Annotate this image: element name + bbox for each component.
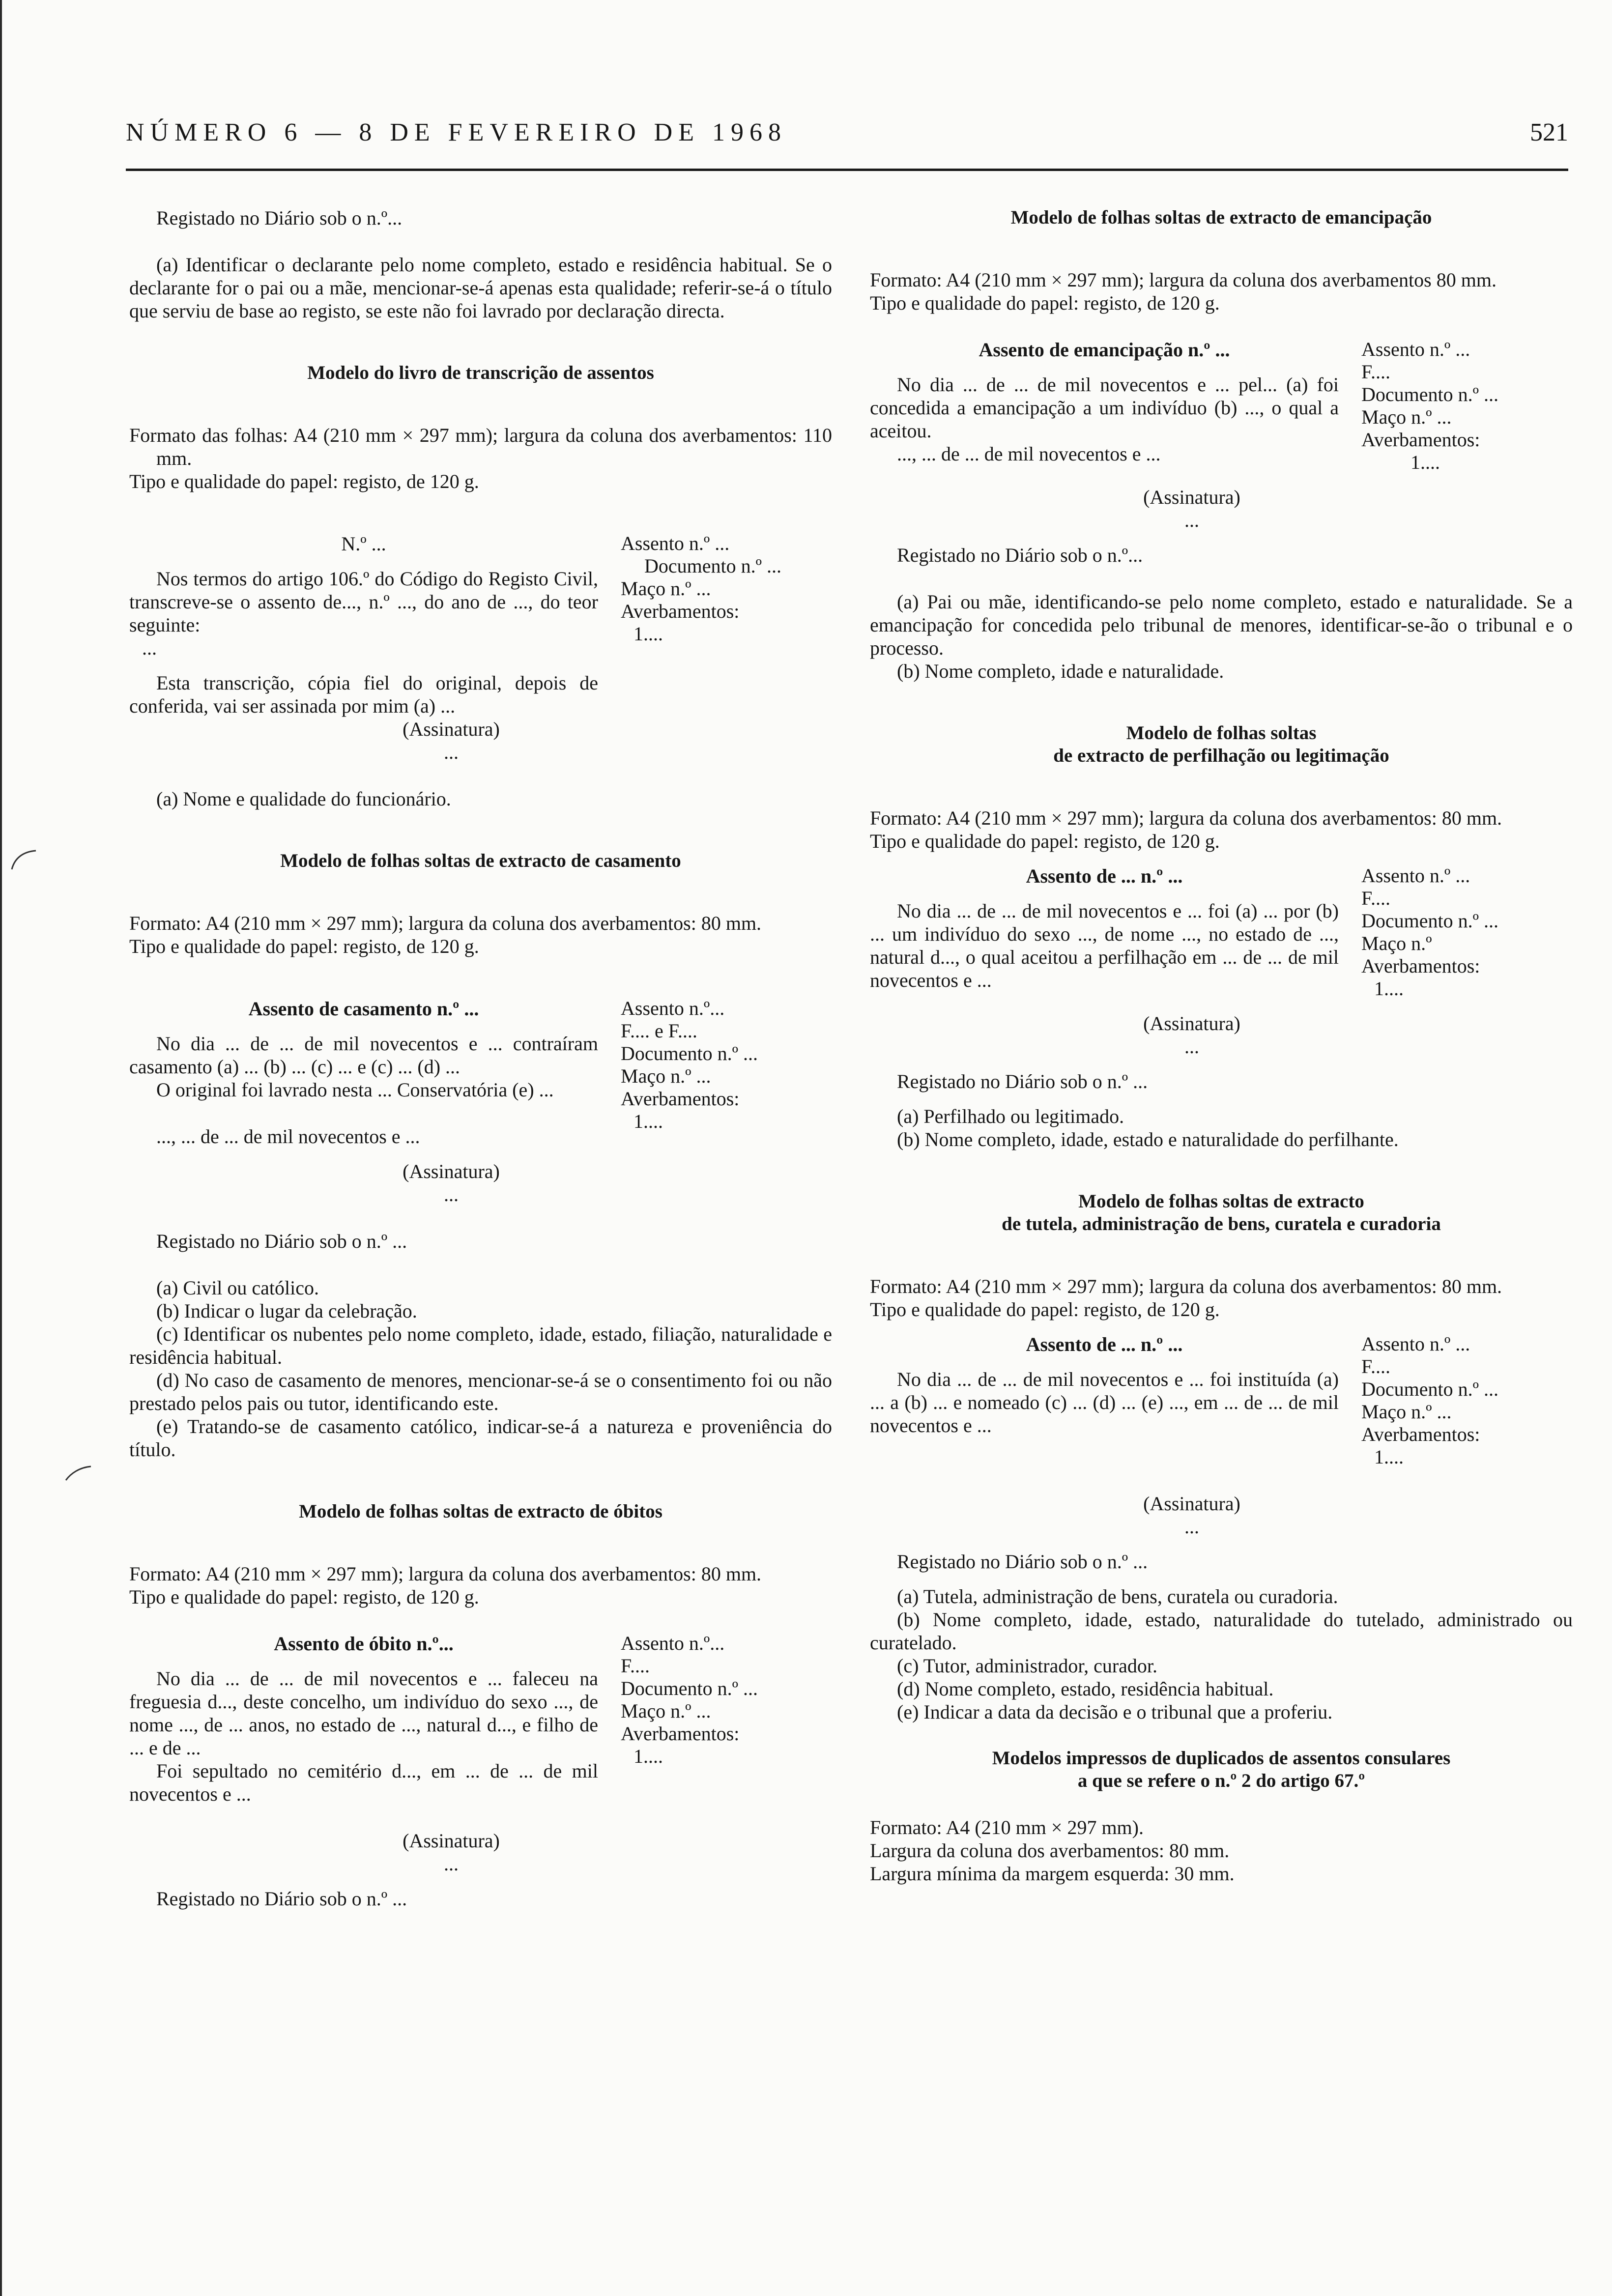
side-line: Averbamentos: bbox=[1361, 1423, 1480, 1445]
entry-dots: ... bbox=[142, 637, 157, 659]
side-line: Assento n.º ... bbox=[1361, 864, 1470, 887]
footnote: (d) Nome completo, estado, residência habitual. bbox=[897, 1678, 1274, 1700]
formato-line: Formato: A4 (210 mm × 297 mm); largura da coluna dos averbamentos: 80 mm. bbox=[870, 807, 1502, 829]
footnote: (b) Nome completo, idade e naturalidade. bbox=[897, 660, 1224, 682]
tipo-line: Tipo e qualidade do papel: registo, de 120 g. bbox=[870, 830, 1220, 852]
signature-dots: ... bbox=[1184, 509, 1199, 531]
entry-block bbox=[129, 997, 832, 1148]
side-line: Averbamentos: bbox=[621, 1722, 740, 1745]
entry-block bbox=[129, 1632, 832, 1806]
side-line: Assento n.º... bbox=[621, 997, 725, 1019]
section-heading: a que se refere o n.º 2 do artigo 67.º bbox=[1077, 1770, 1365, 1791]
side-line: Maço n.º ... bbox=[621, 1700, 711, 1722]
entry-body: No dia ... de ... de mil novecentos e ... faleceu na freguesia d..., deste concelho, um indivíduo do sexo ..., de nome ..., de ... anos, no estado de ..., natural d..., e filho de ... e de ... bbox=[129, 1667, 598, 1759]
side-line: Maço n.º ... bbox=[621, 1065, 711, 1087]
tipo-line: Tipo e qualidade do papel: registo, de 120 g. bbox=[870, 292, 1220, 314]
section-perfilhacao bbox=[870, 722, 1573, 1151]
signature-label: (Assinatura) bbox=[1143, 1012, 1240, 1034]
tipo-line: Tipo e qualidade do papel: registo, de 120 g. bbox=[129, 1586, 479, 1608]
section-heading: Modelo de folhas soltas de extracto de casamento bbox=[280, 850, 681, 871]
side-line: Documento n.º ... bbox=[621, 1677, 758, 1699]
entry-date: ..., ... de ... de mil novecentos e ... bbox=[897, 443, 1161, 465]
footnote: (d) No caso de casamento de menores, mencionar-se-á se o consentimento foi ou não prestado pelos pais ou tutor, identificando este. bbox=[129, 1369, 832, 1414]
side-line: 1.... bbox=[633, 1110, 663, 1132]
tipo-line: Tipo e qualidade do papel: registo, de 120 g. bbox=[129, 470, 479, 492]
section-heading: de extracto de perfilhação ou legitimação bbox=[1053, 745, 1389, 766]
section-tutela bbox=[870, 1190, 1573, 1723]
side-line: Documento n.º ... bbox=[621, 1042, 758, 1064]
footnote: (e) Tratando-se de casamento católico, indicar-se-á a natureza e proveniência do título. bbox=[129, 1415, 832, 1461]
page-number: 521 bbox=[1530, 118, 1568, 146]
footnote: (e) Indicar a data da decisão e o tribunal que a proferiu. bbox=[897, 1701, 1333, 1723]
side-line: Averbamentos: bbox=[1361, 955, 1480, 977]
footnote: (b) Indicar o lugar da celebração. bbox=[156, 1300, 417, 1322]
side-line: Documento n.º ... bbox=[1361, 383, 1499, 405]
signature-dots: ... bbox=[444, 1183, 459, 1205]
side-line: 1.... bbox=[1374, 1446, 1404, 1468]
side-line: Assento n.º ... bbox=[1361, 338, 1470, 360]
averbamentos-column bbox=[621, 997, 832, 1148]
signature-label: (Assinatura) bbox=[403, 1830, 500, 1852]
pencil-mark-icon bbox=[9, 848, 38, 872]
side-line: F.... e F.... bbox=[621, 1020, 697, 1042]
entry-title: Assento de ... n.º ... bbox=[1026, 1333, 1183, 1355]
side-line: Documento n.º ... bbox=[1361, 1378, 1499, 1400]
side-line: Documento n.º ... bbox=[1361, 910, 1499, 932]
side-line: Averbamentos: bbox=[621, 600, 740, 622]
signature-label: (Assinatura) bbox=[1143, 1492, 1240, 1515]
footnote: (c) Identificar os nubentes pelo nome completo, idade, estado, filiação, naturalidade e residência habitual. bbox=[129, 1323, 832, 1368]
page-edge bbox=[0, 0, 2, 2296]
entry-block bbox=[129, 532, 832, 718]
signature-dots: ... bbox=[1184, 1516, 1199, 1538]
registado-line: Registado no Diário sob o n.º ... bbox=[156, 1888, 407, 1910]
formato-line: Formato: A4 (210 mm × 297 mm). bbox=[870, 1816, 1144, 1838]
side-line: Maço n.º ... bbox=[1361, 1401, 1452, 1423]
entry-title: Assento de ... n.º ... bbox=[1026, 865, 1183, 887]
signature-dots: ... bbox=[444, 1853, 459, 1875]
entry-body: No dia ... de ... de mil novecentos e ... foi (a) ... por (b) ... um indivíduo do sexo ..., de nome ..., no estado de ..., natural d..., o qual aceitou a perfilhação em ... de ... de mil novecentos e ... bbox=[870, 900, 1339, 991]
side-line: Assento n.º ... bbox=[1361, 1333, 1470, 1355]
side-line: Maço n.º bbox=[1361, 932, 1432, 954]
footnote: (b) Nome completo, idade, estado, naturalidade do tutelado, administrado ou curatelado. bbox=[870, 1608, 1573, 1654]
side-line: Maço n.º ... bbox=[621, 577, 711, 600]
side-line: 1.... bbox=[1374, 977, 1404, 1000]
section-casamento bbox=[129, 850, 832, 1461]
section-obitos bbox=[129, 1500, 832, 1910]
header-rule bbox=[126, 169, 1568, 171]
footnote: (c) Tutor, administrador, curador. bbox=[897, 1655, 1158, 1677]
averbamentos-column bbox=[621, 532, 832, 718]
section-transcricao bbox=[129, 362, 832, 810]
right-column bbox=[870, 206, 1573, 1885]
entry-title: Assento de emancipação n.º ... bbox=[979, 339, 1230, 361]
formato-line: Formato: A4 (210 mm × 297 mm); largura da coluna dos averbamentos: 80 mm. bbox=[129, 912, 762, 934]
entry-title: Assento de óbito n.º... bbox=[274, 1633, 454, 1655]
side-line: Averbamentos: bbox=[621, 1088, 740, 1110]
pencil-mark-icon bbox=[64, 1464, 93, 1489]
footnote: (a) Perfilhado ou legitimado. bbox=[897, 1105, 1124, 1127]
issue-title: NÚMERO 6 — 8 DE FEVEREIRO DE 1968 bbox=[126, 118, 787, 146]
registado-line: Registado no Diário sob o n.º ... bbox=[897, 1550, 1148, 1573]
entry-body: Esta transcrição, cópia fiel do original, depois de conferida, vai ser assinada por mim (a) ... bbox=[129, 672, 598, 717]
side-line: Averbamentos: bbox=[1361, 429, 1480, 451]
spec-line: Largura mínima da margem esquerda: 30 mm. bbox=[870, 1863, 1235, 1885]
averbamentos-column bbox=[1361, 1333, 1573, 1468]
section-emancipacao bbox=[870, 206, 1573, 683]
entry-body: No dia ... de ... de mil novecentos e ... foi instituída (a) ... a (b) ... e nomeado (c) ... (d) ... (e) ..., em ... de ... de mil novecentos e ... bbox=[870, 1368, 1339, 1436]
formato-line: Formato das folhas: A4 (210 mm × 297 mm); largura da coluna dos averbamentos: 110 mm. bbox=[129, 424, 832, 469]
entry-body: No dia ... de ... de mil novecentos e ... pel... (a) foi concedida a emancipação a um indivíduo (b) ..., o qual a aceitou. bbox=[870, 373, 1339, 442]
entry-body: Foi sepultado no cemitério d..., em ... de ... de mil novecentos e ... bbox=[129, 1760, 598, 1805]
formato-line: Formato: A4 (210 mm × 297 mm); largura da coluna dos averbamentos: 80 mm. bbox=[129, 1563, 762, 1585]
side-line: F.... bbox=[621, 1655, 650, 1677]
footnote: (a) Identificar o declarante pelo nome completo, estado e residência habitual. Se o declarante for o pai ou a mãe, mencionar-se-á apenas esta qualidade; referir-se-á o título que serviu de base ao registo, se este não foi lavrado por declaração directa. bbox=[129, 254, 832, 322]
page-header bbox=[126, 118, 1568, 149]
side-line: F.... bbox=[1361, 887, 1391, 909]
side-line: 1.... bbox=[633, 623, 663, 645]
entry-body: No dia ... de ... de mil novecentos e ... contraíram casamento (a) ... (b) ... (c) ... e (c) ... (d) ... bbox=[129, 1033, 598, 1078]
registado-line: Registado no Diário sob o n.º... bbox=[156, 207, 403, 229]
spec-line: Largura da coluna dos averbamentos: 80 mm. bbox=[870, 1839, 1230, 1862]
averbamentos-column bbox=[1361, 338, 1573, 474]
signature-label: (Assinatura) bbox=[403, 1160, 500, 1182]
section-heading: Modelo do livro de transcrição de assentos bbox=[307, 362, 654, 383]
side-line: F.... bbox=[1361, 361, 1391, 383]
entry-body: Nos termos do artigo 106.º do Código do Registo Civil, transcreve-se o assento de..., n.º ..., do ano de ..., do teor seguinte: bbox=[129, 568, 598, 636]
averbamentos-column bbox=[1361, 864, 1573, 1000]
footnote: (a) Tutela, administração de bens, curatela ou curadoria. bbox=[897, 1585, 1338, 1607]
signature-label: (Assinatura) bbox=[403, 718, 500, 740]
side-line: 1.... bbox=[1410, 451, 1440, 473]
entry-block bbox=[870, 338, 1573, 474]
registado-line: Registado no Diário sob o n.º... bbox=[897, 544, 1143, 566]
footnote: (a) Pai ou mãe, identificando-se pelo nome completo, estado e naturalidade. Se a emancipação for concedida pelo tribunal de menores, identificar-se-ão o tribunal e o processo. bbox=[870, 591, 1573, 659]
formato-line: Formato: A4 (210 mm × 297 mm); largura da coluna dos averbamentos 80 mm. bbox=[870, 269, 1497, 291]
formato-line: Formato: A4 (210 mm × 297 mm); largura da coluna dos averbamentos: 80 mm. bbox=[870, 1275, 1502, 1297]
footnote: (b) Nome completo, idade, estado e naturalidade do perfilhante. bbox=[897, 1128, 1399, 1150]
section-heading: de tutela, administração de bens, curatela e curadoria bbox=[1002, 1213, 1441, 1234]
side-line: Assento n.º... bbox=[621, 1632, 725, 1654]
tipo-line: Tipo e qualidade do papel: registo, de 120 g. bbox=[129, 935, 479, 957]
signature-label: (Assinatura) bbox=[1143, 486, 1240, 508]
entry-body: O original foi lavrado nesta ... Conservatória (e) ... bbox=[156, 1079, 554, 1101]
tipo-line: Tipo e qualidade do papel: registo, de 120 g. bbox=[870, 1298, 1220, 1320]
entry-title: Assento de casamento n.º ... bbox=[248, 998, 479, 1020]
section-heading: Modelo de folhas soltas de extracto bbox=[1078, 1191, 1364, 1212]
registado-line: Registado no Diário sob o n.º ... bbox=[156, 1230, 407, 1252]
left-column bbox=[129, 206, 832, 1910]
entry-block bbox=[870, 1333, 1573, 1468]
footnote: (a) Nome e qualidade do funcionário. bbox=[156, 788, 451, 810]
registado-line: Registado no Diário sob o n.º ... bbox=[897, 1070, 1148, 1092]
entry-block bbox=[870, 864, 1573, 1000]
side-line: Maço n.º ... bbox=[1361, 406, 1452, 428]
footnote: (a) Civil ou católico. bbox=[156, 1277, 319, 1299]
side-line: Assento n.º ... bbox=[621, 532, 730, 554]
side-line: 1.... bbox=[633, 1745, 663, 1767]
signature-dots: ... bbox=[444, 741, 459, 763]
signature-dots: ... bbox=[1184, 1035, 1199, 1058]
section-consulares bbox=[870, 1747, 1573, 1885]
section-heading: Modelos impressos de duplicados de assentos consulares bbox=[992, 1748, 1451, 1769]
averbamentos-column bbox=[621, 1632, 832, 1806]
side-line: F.... bbox=[1361, 1355, 1391, 1378]
entry-title: N.º ... bbox=[341, 533, 386, 555]
section-heading: Modelo de folhas soltas de extracto de emancipação bbox=[1010, 207, 1432, 228]
entry-date: ..., ... de ... de mil novecentos e ... bbox=[156, 1125, 420, 1148]
section-heading: Modelo de folhas soltas bbox=[1126, 722, 1317, 744]
side-line: Documento n.º ... bbox=[644, 555, 782, 577]
section-heading: Modelo de folhas soltas de extracto de óbitos bbox=[299, 1501, 662, 1522]
